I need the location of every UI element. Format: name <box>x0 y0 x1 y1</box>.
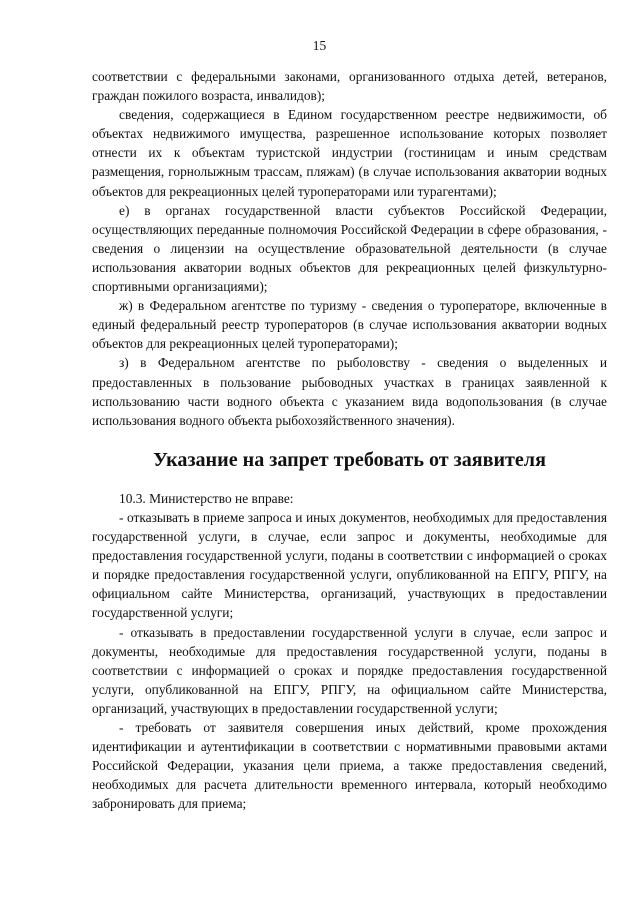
document-body <box>92 67 607 813</box>
paragraph-item-e: е) в органах государственной власти субъектов Российской Федерации, осуществляющих переданные полномочия Российской Федерации в сфере образования, - сведения о лицензии на осуществление образовательной деятельности (в случае использования акватории водных объектов для рекреационных целей физкультурно-спортивными организациями); <box>92 202 607 295</box>
paragraph-item-z: з) в Федеральном агентстве по рыболовству - сведения о выделенных и предоставленных в пользование рыбоводных участках в границах заявленной к использованию части водного объекта с указанием вида водопользования (в случае использования водного объекта рыбохозяйственного значения). <box>92 355 607 428</box>
paragraph-continuation: соответствии с федеральными законами, организованного отдыха детей, ветеранов, граждан пожилого возраста, инвалидов); <box>92 69 607 104</box>
section-heading: Указание на запрет требовать от заявителя <box>153 448 546 471</box>
paragraph-refuse-acceptance: - отказывать в приеме запроса и иных документов, необходимых для предоставления государственной услуги, в случае, если запрос и документы, необходимые для предоставления государственной услуги, поданы в соответствии с информацией о сроках и порядке предоставления государственной услуги, опубликованной на ЕПГУ, РПГУ, на официальном сайте Министерства, организаций, участвующих в предоставлении государственной услуги; <box>92 509 607 621</box>
paragraph-refuse-provision: - отказывать в предоставлении государственной услуги в случае, если запрос и документы, необходимые для предоставления государственной услуги, поданы в соответствии с информацией о сроках и порядке предоставления государственной услуги, опубликованной на ЕПГУ, РПГУ, на официальном сайте Министерства, организаций, участвующих в предоставлении государственной услуги; <box>92 624 607 716</box>
paragraph-10-3: 10.3. Министерство не вправе: <box>119 490 294 506</box>
page-number: 15 <box>312 38 327 53</box>
paragraph-require-actions: - требовать от заявителя совершения иных действий, кроме прохождения идентификации и аутентификации в соответствии с нормативными правовыми актами Российской Федерации, указания цели приема, а также предоставления сведений, необходимых для расчета длительности временного интервала, который необходимо забронировать для приема; <box>92 720 607 812</box>
paragraph-item-zh: ж) в Федеральном агентстве по туризму - сведения о туроператоре, включенные в единый федеральный реестр туроператоров (в случае использования акватории водных объектов для рекреационных целей туроператорами); <box>92 298 607 352</box>
paragraph-egrn-info: сведения, содержащиеся в Едином государственном реестре недвижимости, об объектах недвижимого имущества, разрешенное использование которых позволяет отнести их к объектам туристской индустрии (гостиницам и иным средствам размещения, горнолыжным трассам, пляжам) (в случае использования акватории водных объектов для рекреационных целей туроператорами или турагентами); <box>92 107 607 199</box>
